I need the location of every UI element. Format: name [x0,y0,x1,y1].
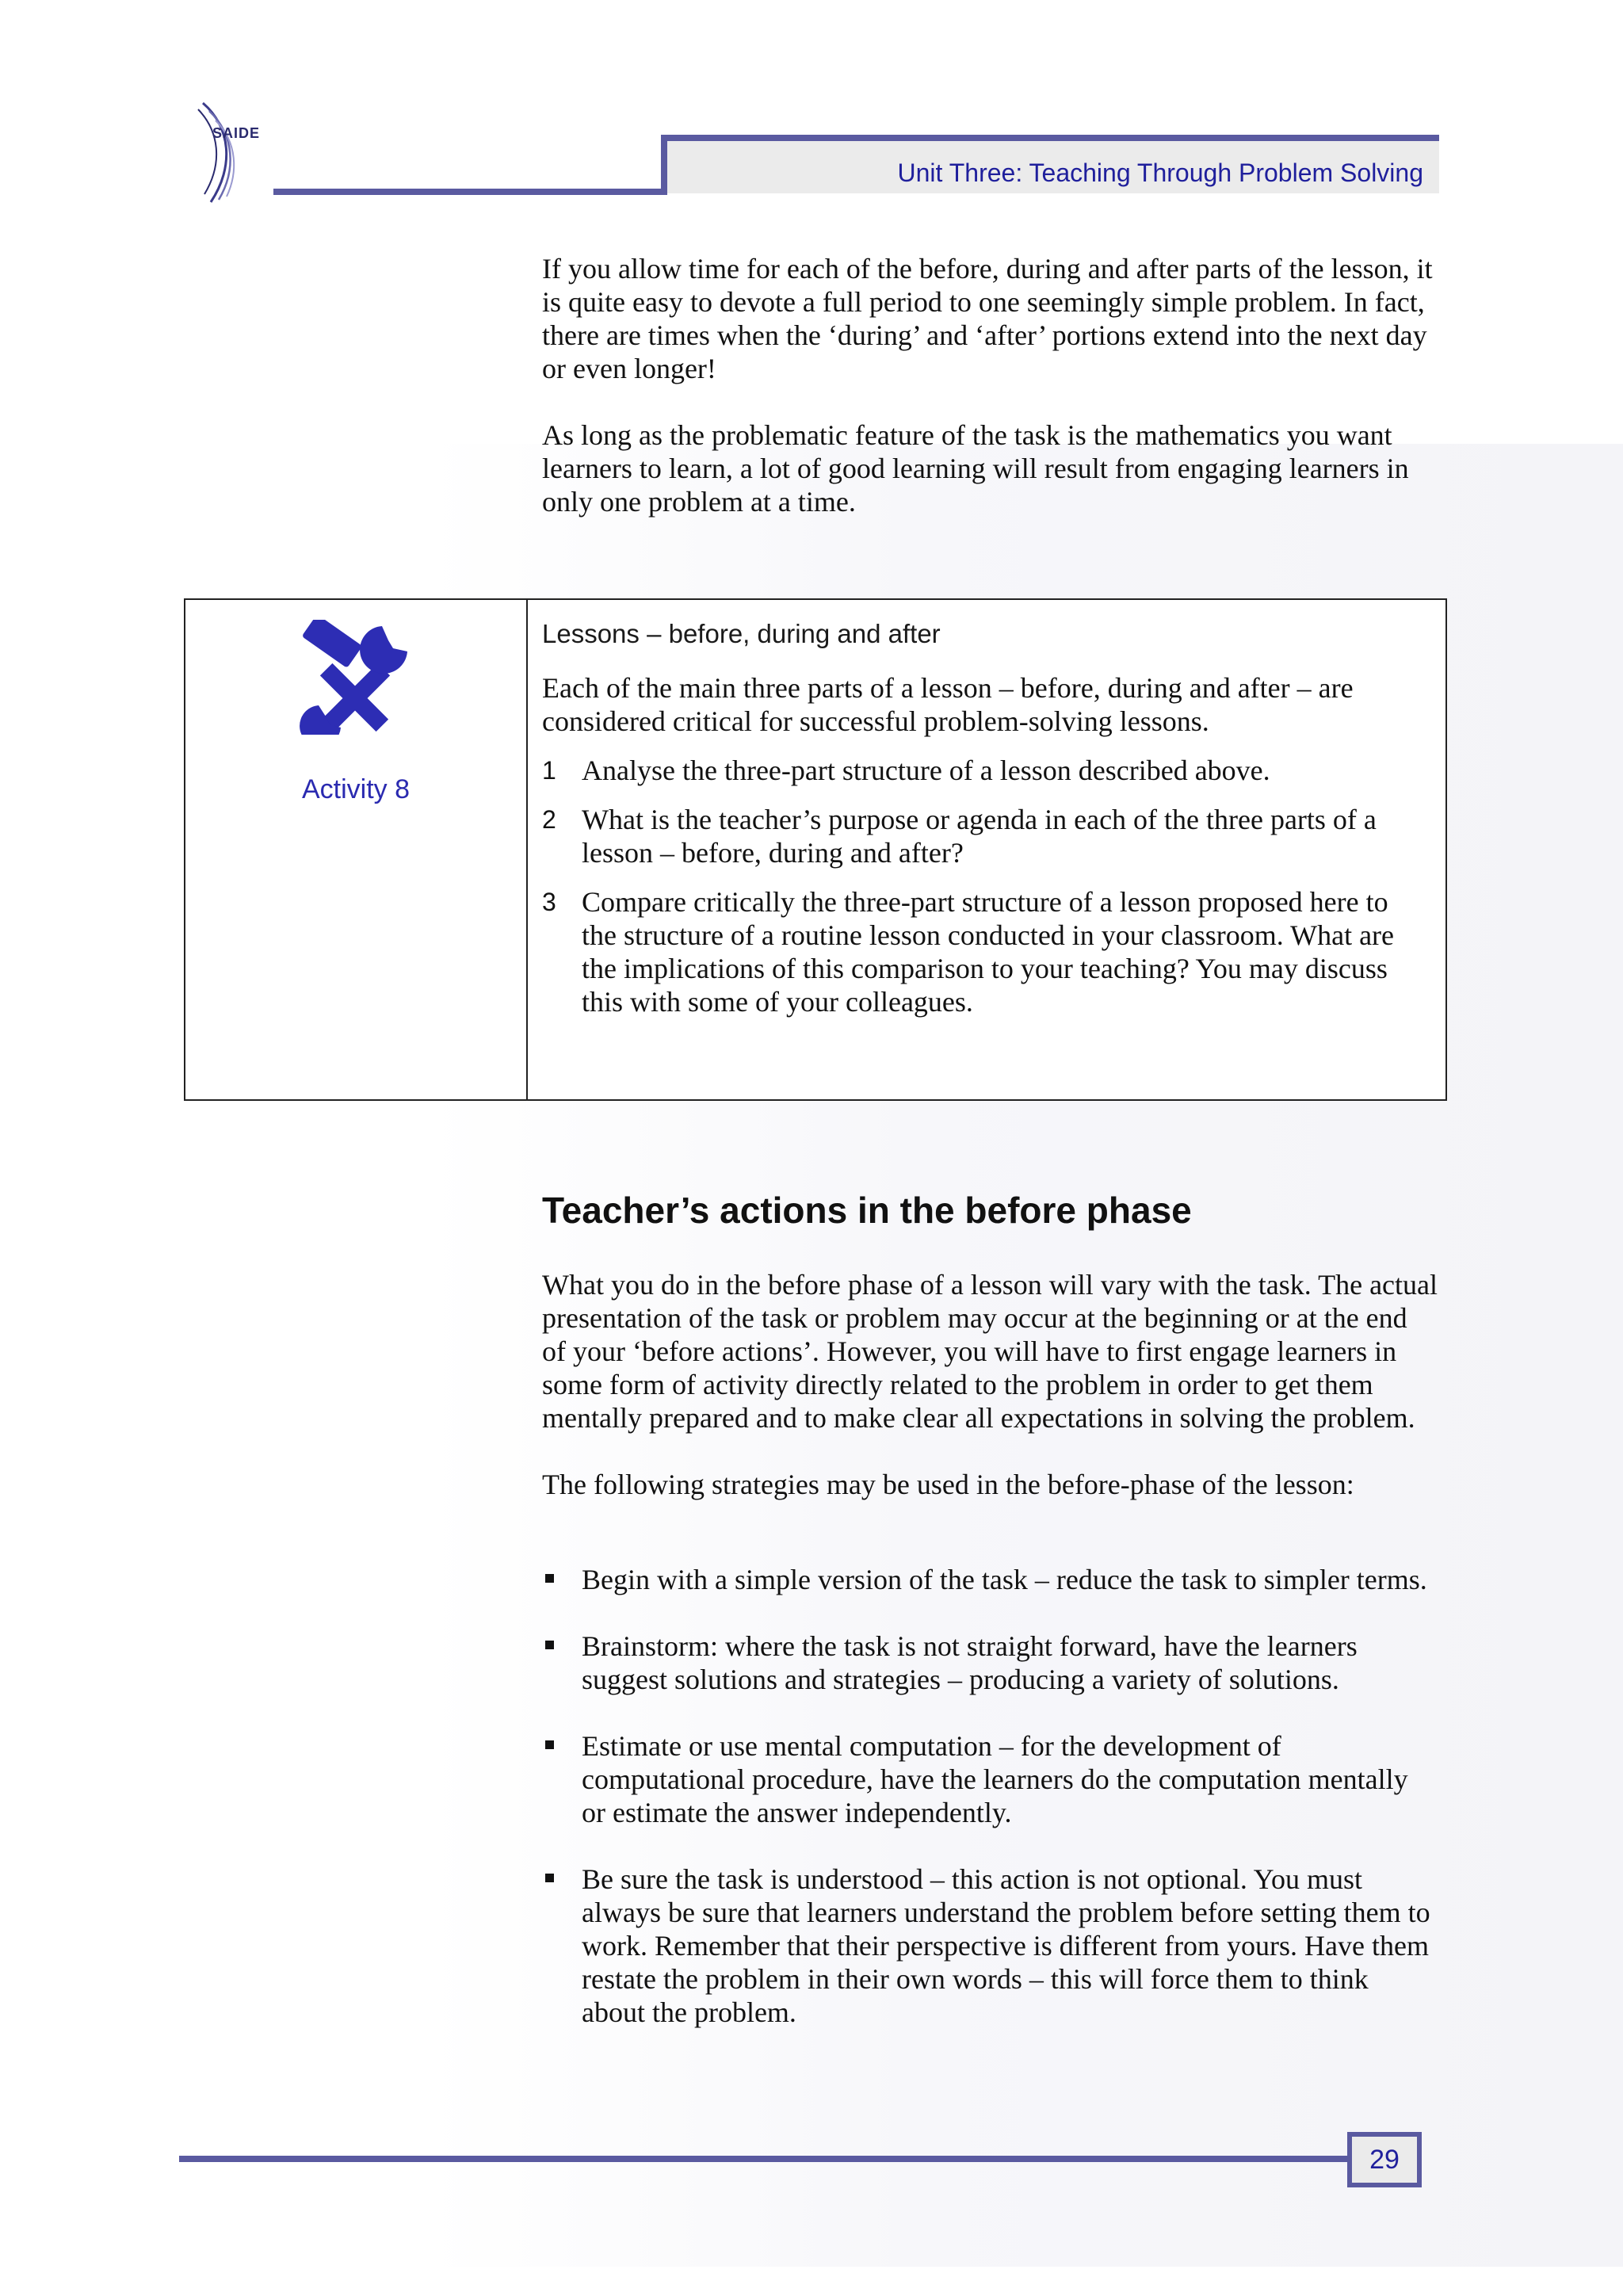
page-number: 29 [1347,2132,1422,2187]
activity-item-number: 1 [542,756,556,785]
header-tab-border [661,135,1439,141]
list-item-text: Estimate or use mental computation – for the development of computational procedure, have the learners do the computation mentally or estimate the answer independently. [582,1730,1408,1828]
section-paragraph-1: What you do in the before phase of a lesson will vary with the task. The actual presentation of the task or problem may occur at the beginning or at the end of your ‘before actions’. However, you will have to first engage learners in some form of activity directly related to the problem in order to get them mentally prepared and to make clear all expectations in solving the problem. [542,1269,1438,1434]
saide-logo [187,95,282,206]
strategy-list [542,1563,1438,2062]
list-item [542,1629,1438,1696]
list-item [542,1862,1438,2029]
activity-item-number: 2 [542,805,556,834]
section-paragraph-2: The following strategies may be used in the before-phase of the lesson: [542,1469,1354,1500]
logo-text: SAIDE [212,125,261,141]
tools-icon [296,620,423,735]
activity-item [542,885,1430,1018]
header-tab-edge [661,136,667,195]
footer-rule [179,2156,1352,2162]
bullet-icon [545,1740,554,1749]
activity-item-number: 3 [542,888,556,916]
bullet-icon [545,1574,554,1583]
header-rule [273,189,666,195]
activity-content [542,617,1430,1034]
activity-heading: Lessons – before, during and after [542,619,941,648]
activity-item [542,803,1430,869]
activity-item-text: Compare critically the three-part structure of a lesson proposed here to the structure of a routine lesson conducted in your classroom. What are the implications of this comparison to your teaching? You may discuss this with some of your colleagues. [582,886,1395,1018]
activity-item-text: Analyse the three-part structure of a lesson described above. [582,755,1270,786]
activity-box [184,598,1447,1101]
activity-item [542,754,1430,787]
activity-intro: Each of the main three parts of a lesson – before, during and after – are considered critical for successful problem-solving lessons. [542,672,1354,737]
activity-item-text: What is the teacher’s purpose or agenda in each of the three parts of a lesson – before, during and after? [582,804,1377,869]
section-text [542,1268,1438,1501]
bullet-icon [545,1641,554,1649]
list-item [542,1729,1438,1829]
bullet-icon [545,1874,554,1882]
list-item-text: Brainstorm: where the task is not straight forward, have the learners suggest solutions and strategies – producing a variety of solutions. [582,1630,1358,1695]
intro-text [542,252,1438,518]
list-item [542,1563,1438,1596]
unit-title: Unit Three: Teaching Through Problem Solving [897,159,1423,187]
activity-divider [526,600,528,1099]
intro-paragraph-2: As long as the problematic feature of the task is the mathematics you want learners to learn, a lot of good learning will result from engaging learners in only one problem at a time. [542,419,1409,518]
intro-paragraph-1: If you allow time for each of the before, during and after parts of the lesson, it is quite easy to devote a full period to one seemingly simple problem. In fact, there are times when the ‘during’ and ‘after’ portions extend into the next day or even longer! [542,253,1433,384]
activity-label: Activity 8 [301,774,411,804]
section-heading: Teacher’s actions in the before phase [542,1190,1192,1231]
list-item-text: Be sure the task is understood – this action is not optional. You must always be sure that learners understand the problem before setting them to work. Remember that their perspective is different from yours. Have them restate the problem in their own words – this will force them to think about the problem. [582,1863,1430,2028]
list-item-text: Begin with a simple version of the task – reduce the task to simpler terms. [582,1564,1427,1595]
